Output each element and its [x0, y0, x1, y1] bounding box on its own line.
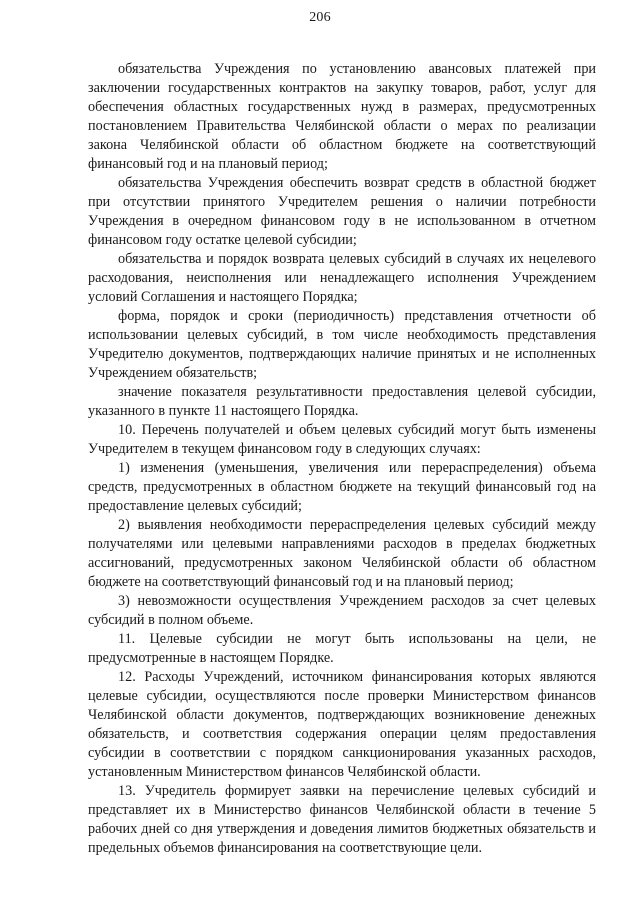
paragraph-item-13: 13. Учредитель формирует заявки на перечисление целевых субсидий и представляет их в Министерство финансов Челябинской области в течение 5 рабочих дней со дня утверждения и доведения лимитов бюджетных обязательств и предельных объемов финансирования на соответствующие цели. [88, 783, 596, 856]
paragraph-performance-indicator: значение показателя результативности предоставления целевой субсидии, указанного в пункте 11 настоящего Порядка. [88, 384, 596, 419]
paragraph-return-procedure: обязательства и порядок возврата целевых субсидий в случаях их нецелевого расходования, неисполнения или ненадлежащего исполнения Учреждением условий Соглашения и настоящего Порядка; [88, 251, 596, 305]
page-number: 206 [309, 10, 331, 25]
paragraph-item-10: 10. Перечень получателей и объем целевых субсидий могут быть изменены Учредителем в текущем финансовом году в следующих случаях: [88, 422, 596, 457]
paragraph-item-10-3: 3) невозможности осуществления Учреждением расходов за счет целевых субсидий в полном объеме. [88, 593, 596, 628]
document-body [88, 60, 596, 858]
paragraph-item-10-2: 2) выявления необходимости перераспределения целевых субсидий между получателями или целевыми направлениями расходов в пределах бюджетных ассигнований, предусмотренных законом Челябинской области об областном бюджете на соответствующий финансовый год и на плановый период; [88, 517, 596, 590]
paragraph-item-12: 12. Расходы Учреждений, источником финансирования которых являются целевые субсидии, осуществляются после проверки Министерством финансов Челябинской области документов, подтверждающих возникновение денежных обязательств, и соответствия содержания операции целям предоставления субсидии в соответствии с порядком санкционирования указанных расходов, установленным Министерством финансов Челябинской области. [88, 669, 596, 780]
paragraph-advance-payments: обязательства Учреждения по установлению авансовых платежей при заключении государственных контрактов на закупку товаров, работ, услуг для обеспечения областных государственных нужд в размерах, предусмотренных постановлением Правительства Челябинской области о мерах по реализации закона Челябинской области об областном бюджете на соответствующий финансовый год и на плановый период; [88, 61, 596, 172]
paragraph-reporting: форма, порядок и сроки (периодичность) представления отчетности об использовании целевых субсидий, в том числе необходимость представления Учредителю документов, подтверждающих наличие принятых и не исполненных Учреждением обязательств; [88, 308, 596, 381]
paragraph-return-obligation: обязательства Учреждения обеспечить возврат средств в областной бюджет при отсутствии принятого Учредителем решения о наличии потребности Учреждения в очередном финансовом году в не использованном в отчетном финансовом году остатке целевой субсидии; [88, 175, 596, 248]
paragraph-item-11: 11. Целевые субсидии не могут быть использованы на цели, не предусмотренные в настоящем Порядке. [88, 631, 596, 666]
paragraph-item-10-1: 1) изменения (уменьшения, увеличения или перераспределения) объема средств, предусмотренных в областном бюджете на текущий финансовый год на предоставление целевых субсидий; [88, 460, 596, 514]
